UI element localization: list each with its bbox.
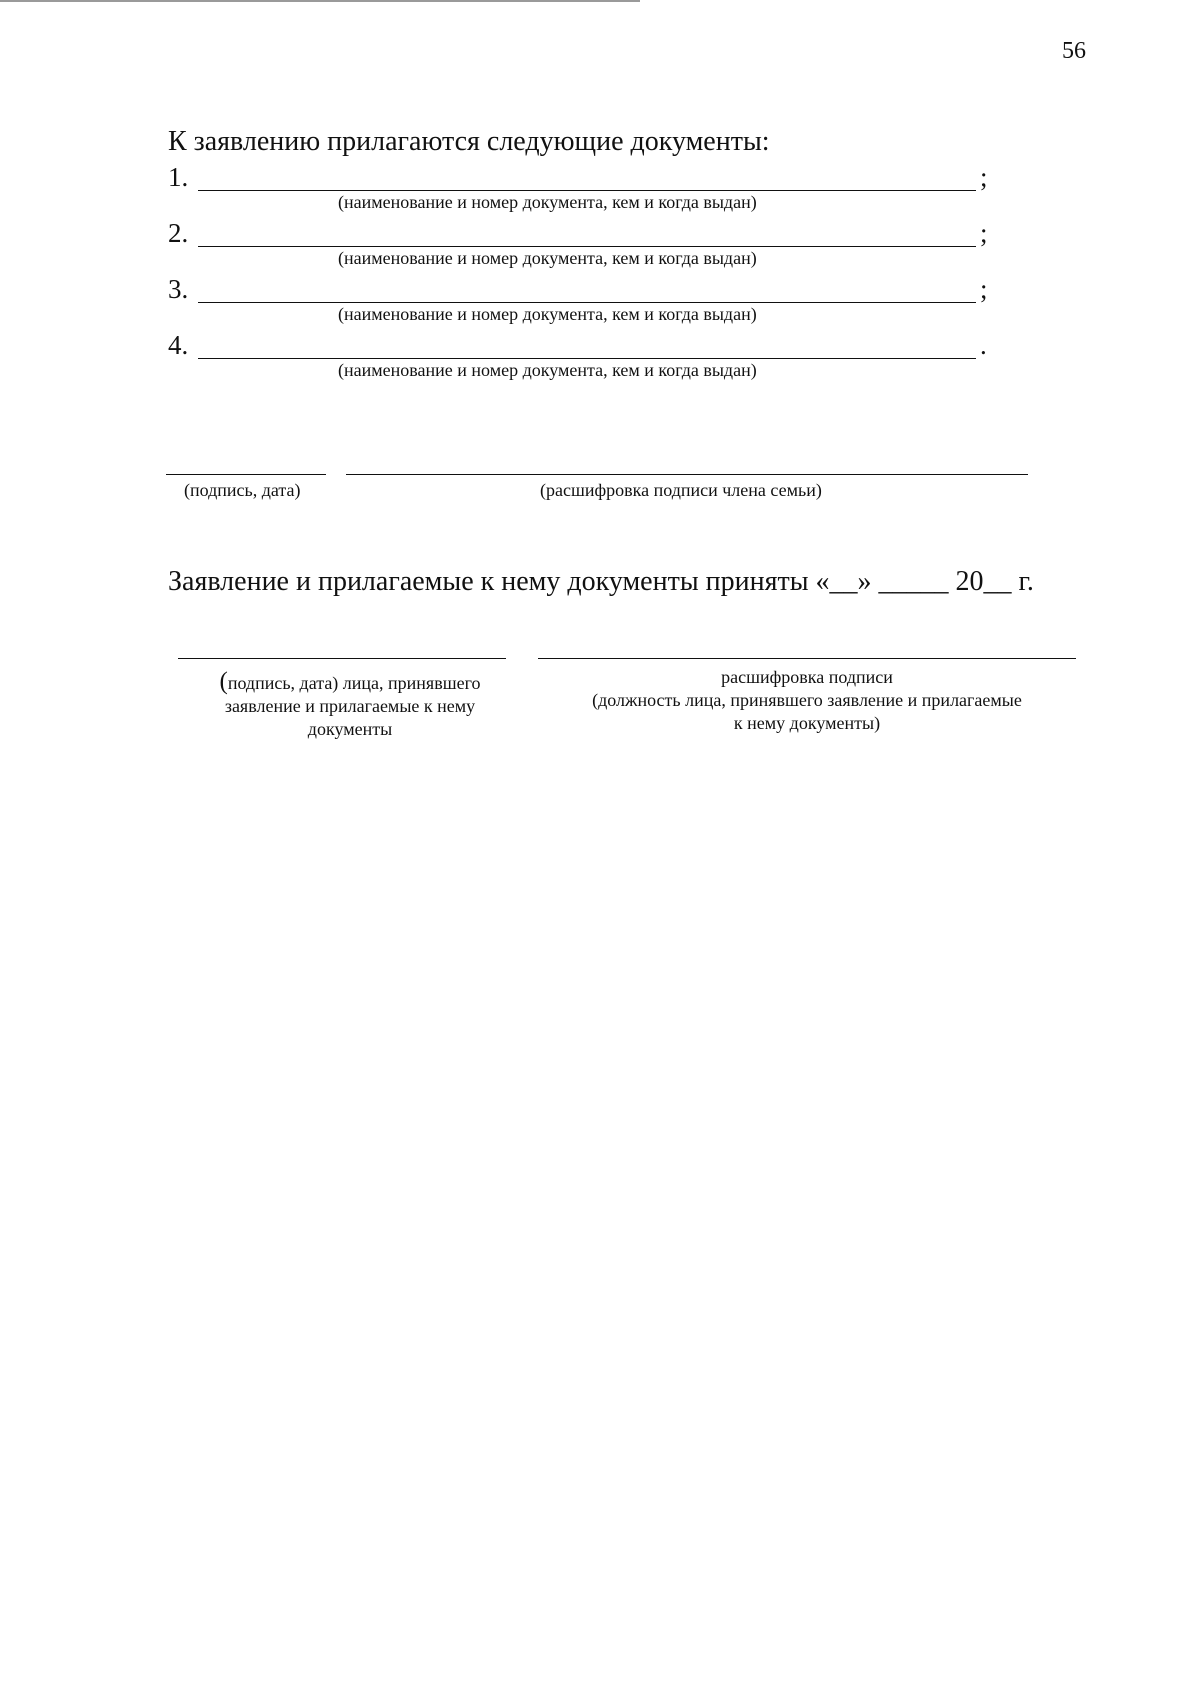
document-item	[168, 162, 1018, 218]
document-item-caption: (наименование и номер документа, кем и когда выдан)	[338, 304, 757, 324]
document-fill-line[interactable]	[198, 358, 976, 359]
document-item-caption: (наименование и номер документа, кем и когда выдан)	[338, 360, 757, 380]
family-signature-decode-caption: (расшифровка подписи члена семьи)	[540, 480, 822, 500]
receiver-decode-line[interactable]	[538, 658, 1076, 659]
document-item-number: 4.	[168, 330, 189, 360]
document-item	[168, 218, 1018, 274]
receiver-decode-caption-line: к нему документы)	[733, 713, 881, 733]
family-signature-line[interactable]	[166, 474, 326, 475]
receiver-signature-line[interactable]	[178, 658, 506, 659]
document-item-caption: (наименование и номер документа, кем и когда выдан)	[338, 248, 757, 268]
document-item	[168, 274, 1018, 330]
receiver-signature-caption-line: документы	[307, 719, 393, 739]
receiver-decode-caption-line: (должность лица, принявшего заявление и прилагаемые	[592, 690, 1022, 710]
document-item-number: 1.	[168, 162, 189, 192]
document-item-caption: (наименование и номер документа, кем и когда выдан)	[338, 192, 757, 212]
receiver-decode-caption	[538, 666, 1076, 735]
receiver-decode-caption-line: расшифровка подписи	[721, 667, 893, 687]
attachments-heading: К заявлению прилагаются следующие документы:	[168, 126, 770, 157]
receiver-signature-caption-text: подпись, дата) лица, принявшего	[227, 673, 481, 693]
document-item-end: ;	[980, 274, 988, 304]
receiver-signature-caption-line: заявление и прилагаемые к нему	[224, 696, 476, 716]
family-signature-caption: (подпись, дата)	[184, 480, 301, 500]
document-item	[168, 330, 1018, 386]
document-item-number: 3.	[168, 274, 189, 304]
receiver-signature-paren: (	[219, 668, 228, 695]
document-fill-line[interactable]	[198, 190, 976, 191]
receiver-signature-caption	[190, 670, 510, 741]
document-item-end: ;	[980, 218, 988, 248]
document-item-number: 2.	[168, 218, 189, 248]
document-fill-line[interactable]	[198, 302, 976, 303]
document-fill-line[interactable]	[198, 246, 976, 247]
receiver-signature-caption-line	[190, 670, 510, 695]
family-signature-decode-line[interactable]	[346, 474, 1028, 475]
document-item-end: ;	[980, 162, 988, 192]
scan-edge-line	[0, 0, 640, 2]
document-item-end: .	[980, 330, 987, 360]
page-number: 56	[1062, 38, 1086, 64]
accepted-statement: Заявление и прилагаемые к нему документы приняты «__» _____ 20__ г.	[168, 566, 1034, 597]
